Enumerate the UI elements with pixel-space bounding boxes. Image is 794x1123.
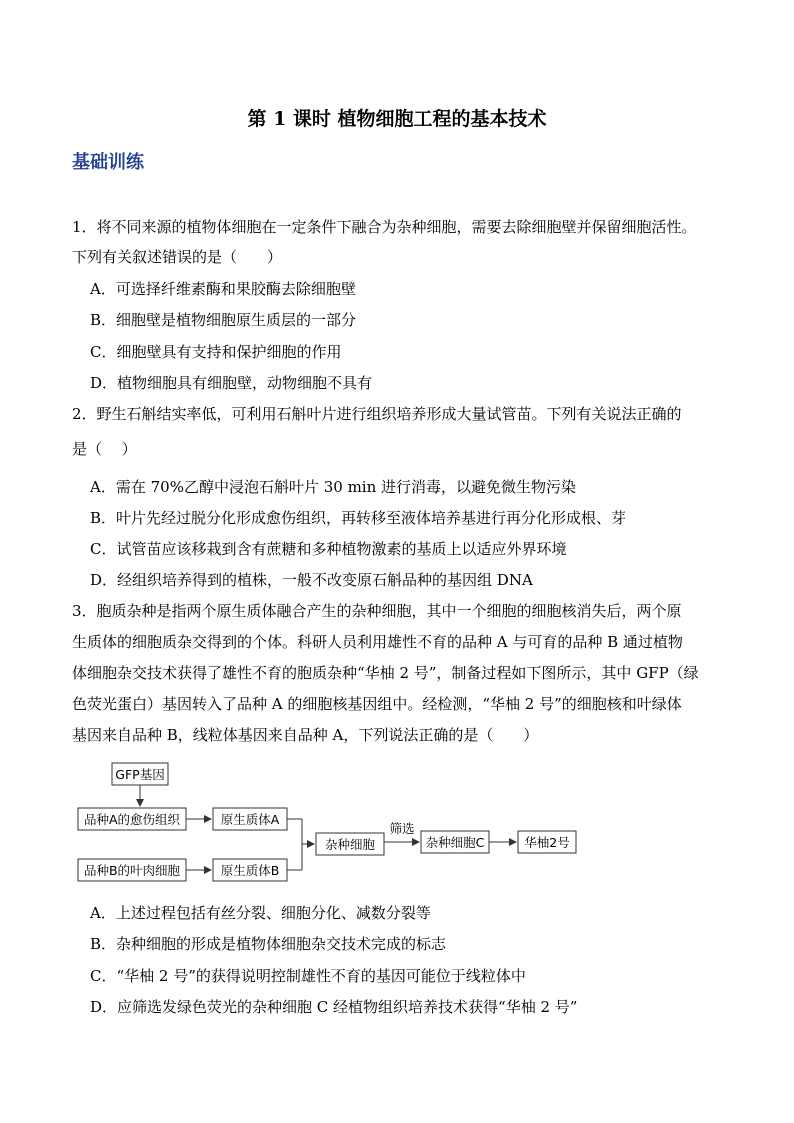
q2-stem-line-1: 2．野生石斛结实率低，可利用石斛叶片进行组织培养形成大量试管苗。下列有关说法正确的: [72, 405, 682, 423]
q3-stem-line-3: 体细胞杂交技术获得了雄性不育的胞质杂种“华柚 2 号”，制备过程如下图所示，其中 GFP（绿: [72, 664, 699, 682]
q3-option-d: D．应筛选发绿色荧光的杂种细胞 C 经植物组织培养技术获得“华柚 2 号”: [90, 998, 578, 1016]
hybrid-cell-box: [316, 833, 384, 855]
q2-stem-line-2: 是（ ）: [72, 440, 137, 458]
q1-option-d: D．植物细胞具有细胞壁，动物细胞不具有: [90, 374, 373, 392]
huayou-2-box: [518, 831, 576, 853]
section-heading: 基础训练: [72, 152, 144, 173]
process-diagram: [72, 758, 592, 888]
q3-stem-line-4: 色荧光蛋白）基因转入了品种 A 的细胞核基因组中。经检测，“华柚 2 号”的细胞核和叶绿体: [72, 695, 682, 713]
protoplast-a-label: 原生质体A: [220, 812, 280, 827]
huayou-2-label: 华柚2号: [524, 835, 570, 850]
q3-stem-line-5: 基因来自品种 B，线粒体基因来自品种 A，下列说法正确的是（ ）: [72, 726, 539, 744]
q2-option-b: B．叶片先经过脱分化形成愈伤组织，再转移至液体培养基进行再分化形成根、芽: [90, 509, 627, 527]
q1-option-a: A．可选择纤维素酶和果胶酶去除细胞壁: [90, 280, 356, 298]
screening-label: 筛选: [389, 821, 415, 836]
q1-option-c: C．细胞壁具有支持和保护细胞的作用: [90, 343, 342, 361]
callus-a-box: [78, 808, 186, 830]
protoplast-a-box: [213, 808, 287, 830]
mesophyll-b-label: 品种B的叶肉细胞: [83, 863, 181, 878]
hybrid-cell-c-label: 杂种细胞C: [425, 835, 485, 850]
gfp-gene-box: [112, 763, 168, 785]
q3-option-a: A．上述过程包括有丝分裂、细胞分化、减数分裂等: [90, 904, 431, 922]
q3-option-b: B．杂种细胞的形成是植物体细胞杂交技术完成的标志: [90, 935, 447, 953]
q3-option-c: C．“华柚 2 号”的获得说明控制雄性不育的基因可能位于线粒体中: [90, 967, 526, 985]
q2-option-c: C．试管苗应该移栽到含有蔗糖和多种植物激素的基质上以适应外界环境: [90, 540, 567, 558]
q1-stem-line-2: 下列有关叙述错误的是（ ）: [72, 248, 283, 266]
page-title: 第 1 课时 植物细胞工程的基本技术: [247, 108, 547, 130]
q2-option-d: D．经组织培养得到的植株，一般不改变原石斛品种的基因组 DNA: [90, 571, 533, 589]
hybrid-cell-label: 杂种细胞: [324, 837, 376, 852]
gfp-gene-label: GFP基因: [115, 767, 165, 782]
q2-option-a: A．需在 70%乙醇中浸泡石斛叶片 30 min 进行消毒，以避免微生物污染: [90, 478, 577, 496]
q1-option-b: B．细胞壁是植物细胞原生质层的一部分: [90, 311, 357, 329]
callus-a-label: 品种A的愈伤组织: [83, 812, 181, 827]
q1-stem-line-1: 1．将不同来源的植物体细胞在一定条件下融合为杂种细胞，需要去除细胞壁并保留细胞活性。: [72, 218, 697, 236]
mesophyll-b-box: [78, 859, 186, 881]
q3-stem-line-1: 3．胞质杂种是指两个原生质体融合产生的杂种细胞，其中一个细胞的细胞核消失后，两个原: [72, 602, 682, 620]
hybrid-cell-c-box: [421, 831, 489, 853]
q3-stem-line-2: 生质体的细胞质杂交得到的个体。科研人员利用雄性不育的品种 A 与可育的品种 B 通过植物: [72, 633, 683, 651]
protoplast-b-box: [213, 859, 287, 881]
protoplast-b-label: 原生质体B: [220, 863, 280, 878]
